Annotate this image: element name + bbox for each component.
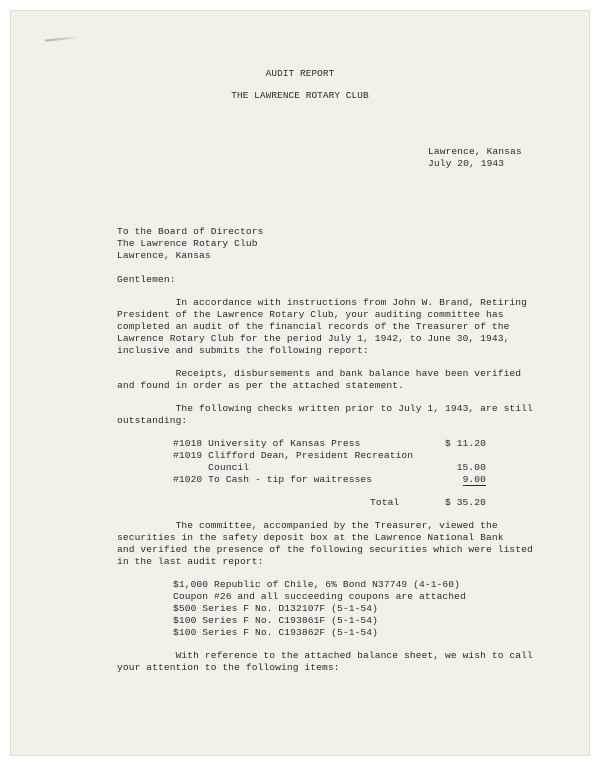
dateline-date: July 20, 1943: [428, 158, 505, 169]
paragraph-line: outstanding:: [117, 415, 188, 426]
check-amount-underlined: 9.00: [462, 474, 486, 485]
paragraph-line: The committee, accompanied by the Treasurer, viewed the: [117, 520, 498, 531]
paragraph-line: and found in order as per the attached statement.: [117, 380, 405, 391]
paragraph-line: With reference to the attached balance sheet, we wish to call: [117, 650, 533, 661]
security-item: $500 Series F No. D132107F (5-1-54): [173, 603, 379, 614]
dateline-place: Lawrence, Kansas: [428, 146, 522, 157]
paragraph-line: your attention to the following items:: [117, 662, 340, 673]
address-line: The Lawrence Rotary Club: [117, 238, 258, 249]
check-amount: $ 11.20: [444, 438, 486, 449]
paragraph-line: Receipts, disbursements and bank balance have been verified: [117, 368, 522, 379]
document-page: [10, 10, 590, 756]
check-description: #1018 University of Kansas Press: [173, 438, 361, 449]
check-amount: [426, 474, 486, 486]
paragraph-line: In accordance with instructions from John W. Brand, Retiring: [117, 297, 528, 308]
check-description-continued: Council: [173, 462, 250, 473]
report-title: AUDIT REPORT: [265, 68, 335, 79]
paragraph-line: The following checks written prior to July 1, 1943, are still: [117, 403, 533, 414]
address-line: To the Board of Directors: [117, 226, 264, 237]
security-item: $100 Series F No. C193862F (5-1-54): [173, 627, 379, 638]
paragraph-line: and verified the presence of the following securities which were listed: [117, 544, 533, 555]
total-amount: $ 35.20: [444, 497, 486, 508]
security-item: Coupon #26 and all succeeding coupons are attached: [173, 591, 466, 602]
paragraph-line: in the last audit report:: [117, 556, 264, 567]
check-description: #1019 Clifford Dean, President Recreation: [173, 450, 414, 461]
paragraph-line: President of the Lawrence Rotary Club, your auditing committee has: [117, 309, 504, 320]
security-item: $1,000 Republic of Chile, 6% Bond N37749 (4-1-60): [173, 579, 461, 590]
paragraph-line: completed an audit of the financial records of the Treasurer of the: [117, 321, 510, 332]
check-amount: 15.00: [456, 462, 486, 473]
check-description: #1020 To Cash - tip for waitresses: [173, 474, 373, 485]
pencil-mark: [45, 36, 77, 41]
address-line: Lawrence, Kansas: [117, 250, 211, 261]
report-subtitle: THE LAWRENCE ROTARY CLUB: [231, 90, 369, 101]
security-item: $100 Series F No. C193861F (5-1-54): [173, 615, 379, 626]
salutation: Gentlemen:: [117, 274, 176, 285]
paragraph-line: inclusive and submits the following report:: [117, 345, 369, 356]
total-label: Total: [370, 497, 400, 508]
paragraph-line: Lawrence Rotary Club for the period July 1, 1942, to June 30, 1943,: [117, 333, 510, 344]
paragraph-line: securities in the safety deposit box at the Lawrence National Bank: [117, 532, 504, 543]
